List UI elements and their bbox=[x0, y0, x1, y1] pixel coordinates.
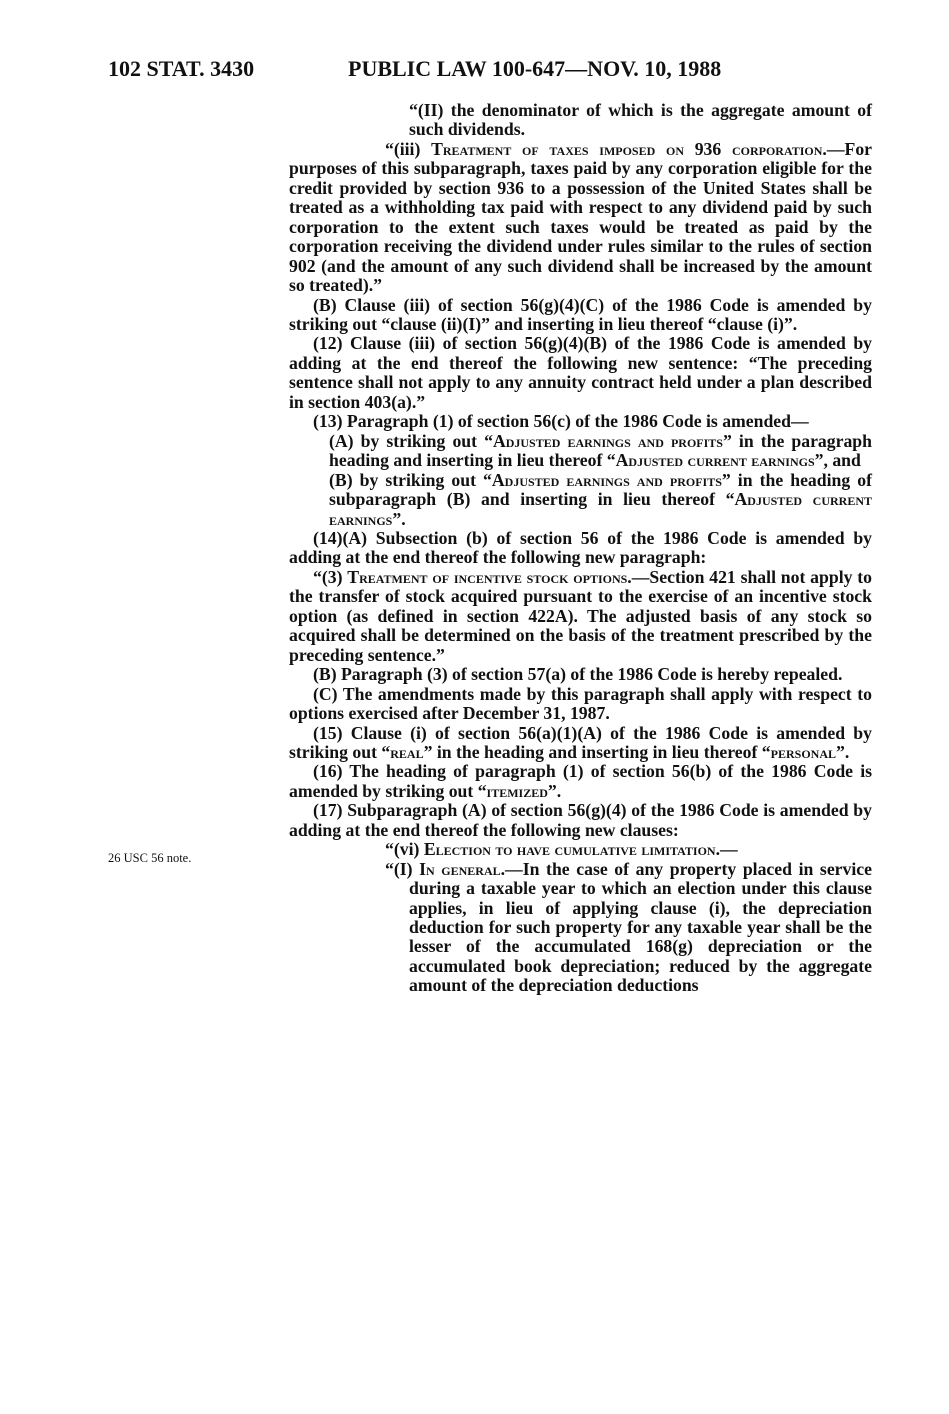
paragraph-13B: (B) by striking out “Adjusted earnings and profits” in the heading of subparagraph (B) and inserting in lieu thereof “Adjusted current earnings”. bbox=[329, 469, 872, 529]
paragraph-15: (15) Clause (i) of section 56(a)(1)(A) of the 1986 Code is amended by striking out “real” in the heading and inserting in lieu thereof “personal”. bbox=[289, 722, 872, 762]
paragraph-14A: (14)(A) Subsection (b) of section 56 of the 1986 Code is amended by adding at the end thereof the following new paragraph: bbox=[289, 527, 872, 568]
paragraph-17: (17) Subparagraph (A) of section 56(g)(4) of the 1986 Code is amended by adding at the end thereof the following new clauses: bbox=[289, 800, 872, 840]
statute-body bbox=[289, 101, 872, 996]
clause-iii-936-corporations: “(iii) Treatment of taxes imposed on 936 corporation.—For purposes of this subparagraph, taxes paid by any corporation eligible for the credit provided by section 936 to a possession of the United States shall be treated as a withholding tax paid with respect to any dividend paid by such corporation to the extent such taxes would be treated as paid by the corporation receiving the dividend under rules similar to the rules of section 902 (and the amount of any such dividend shall be increased by the amount so treated).” bbox=[289, 138, 873, 296]
paragraph-14-new-3: “(3) Treatment of incentive stock options.—Section 421 shall not apply to the transfer of stock acquired pursuant to the exercise of an incentive stock option (as defined in section 422A). The adjusted basis of any stock so acquired shall be determined on the basis of the treatment prescribed by the preceding sentence.” bbox=[289, 566, 873, 665]
clause-vi-heading: “(vi) Election to have cumulative limitation.— bbox=[385, 839, 738, 860]
margin-note-usc: 26 USC 56 note. bbox=[108, 851, 192, 865]
paragraph-14C: (C) The amendments made by this paragraph shall apply with respect to options exercised after December 31, 1987. bbox=[289, 683, 872, 724]
clause-II-denominator: “(II) the denominator of which is the aggregate amount of such dividends. bbox=[409, 100, 872, 140]
paragraph-13A: (A) by striking out “Adjusted earnings and profits” in the paragraph heading and inserting in lieu thereof “Adjusted current earnings”, and bbox=[329, 430, 872, 471]
stat-page-reference: 102 STAT. 3430 bbox=[108, 56, 255, 81]
paragraph-11B: (B) Clause (iii) of section 56(g)(4)(C) of the 1986 Code is amended by striking out “clause (ii)(I)” and inserting in lieu thereof “clause (i)”. bbox=[289, 294, 872, 334]
clause-heading: Treatment of incentive stock options. bbox=[347, 566, 632, 587]
clause-heading: Treatment of taxes imposed on 936 corporation. bbox=[431, 138, 827, 159]
subclause-I-in-general: “(I) In general.—In the case of any property placed in service during a taxable year to which an election under this clause applies, in lieu of applying clause (i), the depreciation deduction for such property for any taxable year shall be the lesser of the accumulated 168(g) depreciation or the accumulated book depreciation; reduced by the aggregate amount of the depreciation deductions bbox=[385, 858, 872, 996]
paragraph-14B: (B) Paragraph (3) of section 57(a) of the 1986 Code is hereby repealed. bbox=[313, 664, 843, 685]
clause-heading: Election to have cumulative limitation. bbox=[423, 839, 720, 860]
public-law-title: PUBLIC LAW 100-647—NOV. 10, 1988 bbox=[348, 56, 722, 81]
paragraph-12: (12) Clause (iii) of section 56(g)(4)(B) of the 1986 Code is amended by adding at the end thereof the following new sentence: “The preceding sentence shall not apply to any annuity contract held under a plan described in section 403(a).” bbox=[289, 333, 872, 412]
paragraph-16: (16) The heading of paragraph (1) of section 56(b) of the 1986 Code is amended by striking out “itemized”. bbox=[289, 761, 872, 801]
paragraph-13: (13) Paragraph (1) of section 56(c) of the 1986 Code is amended— bbox=[313, 411, 809, 432]
clause-heading: In general. bbox=[419, 858, 506, 879]
